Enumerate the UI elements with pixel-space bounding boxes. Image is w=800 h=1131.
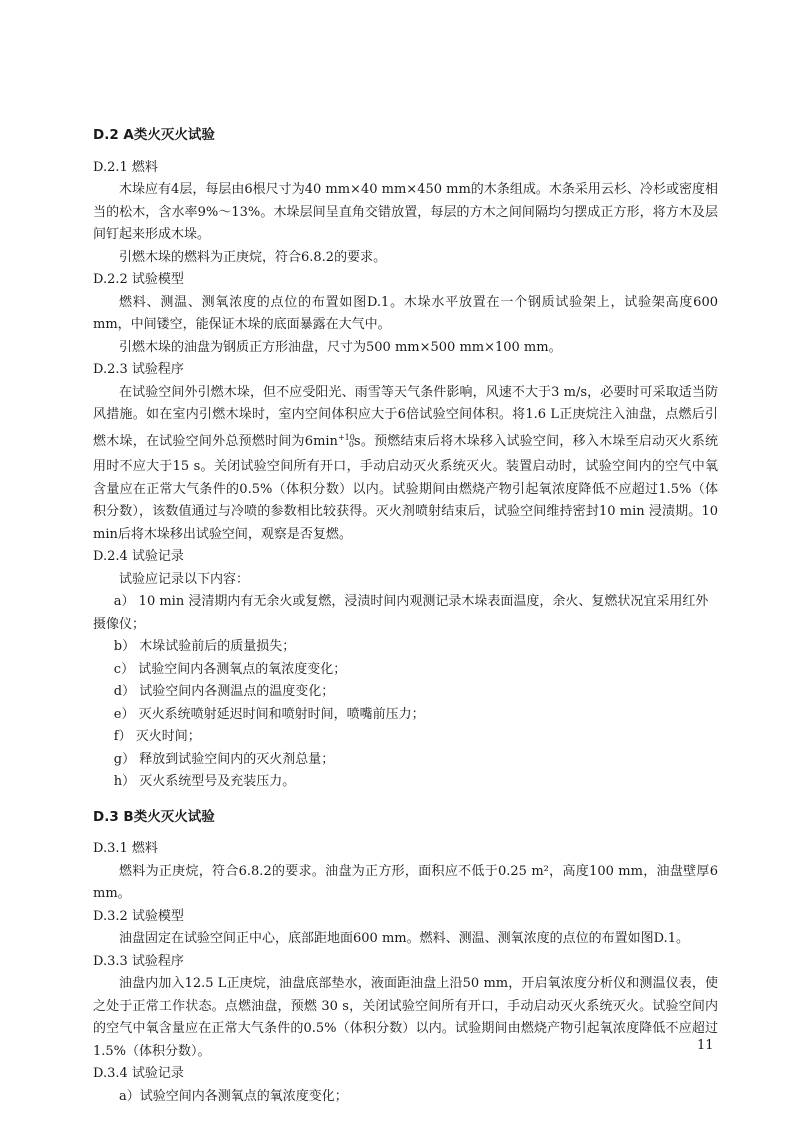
paragraph: 引燃木垛的油盘为钢质正方形油盘，尺寸为500 mm×500 mm×100 mm。 xyxy=(119,339,562,355)
list-item: a） 10 min 浸清期内有无余火或复燃，浸渍时间内观测记录木垛表面温度，余火、复燃状况宜采用红外摄像仪； xyxy=(93,594,709,632)
subsection-heading: D.3.2 试验模型 xyxy=(93,908,184,924)
paragraph: 油盘内加入12.5 L正庚烷，油盘底部垫水，液面距油盘上沿50 mm，开启氧浓度分析仪和测温仪表，使之处于正常工作状态。点燃油盘，预燃 30 s，关闭试验空间所有开口，手动启动灭火系统灭火。试验空间内的空气中氧含量应在正常大气条件的0.5%（体积分数）以内。试验期间由燃烧产物引起氧浓度降低不应超过1.5%（体积分数）。 xyxy=(93,976,718,1059)
paragraph: 燃料、测温、测氧浓度的点位的布置如图D.1。木垛水平放置在一个钢质试验架上，试验架高度600 mm，中间镂空，能保证木垛的底面暴露在大气中。 xyxy=(93,294,718,332)
paragraph: 油盘固定在试验空间正中心，底部距地面600 mm。燃料、测温、测氧浓度的点位的布置如图D.1。 xyxy=(119,931,689,946)
subscript-tolerance: 0 xyxy=(348,439,354,449)
list-item: a）试验空间内各测氧点的氧浓度变化； xyxy=(119,1088,348,1104)
subsection-heading: D.2.4 试验记录 xyxy=(93,549,184,564)
subsection-heading: D.2.3 试验程序 xyxy=(93,362,184,377)
list-item: b） 木垛试验前后的质量损失； xyxy=(113,639,296,654)
paragraph xyxy=(93,382,718,547)
subsection-heading: D.3.1 燃料 xyxy=(93,841,158,856)
paragraph-text: 在试验空间外引燃木垛，但不应受阳光、雨雪等天气条件影响，风速不大于3 m/s，必要时可采取适当防风措施。如在室内引燃木垛时，室内空间体积应大于6倍试验空间体积。将1.6 L正庚烷注入油盘，点燃后引燃木垛，在试验空间外总预燃时间为6min xyxy=(93,384,718,449)
list-item: g） 释放到试验空间内的灭火剂总量； xyxy=(113,751,335,767)
subsection-heading: D.2.1 燃料 xyxy=(93,159,158,175)
paragraph: 引燃木垛的燃料为正庚烷，符合6.8.2的要求。 xyxy=(119,249,387,265)
subsection-heading: D.3.3 试验程序 xyxy=(93,953,184,969)
subsection-heading: D.3.4 试验记录 xyxy=(93,1066,184,1081)
paragraph: 试验应记录以下内容： xyxy=(119,571,250,587)
list-item: c） 试验空间内各测氧点的氧浓度变化； xyxy=(113,661,347,677)
section-title-d3: D.3 B类火灭火试验 xyxy=(93,808,215,825)
list-item: d） 试验空间内各测温点的温度变化； xyxy=(113,684,335,699)
list-item: h） 灭火系统型号及充装压力。 xyxy=(113,774,296,789)
list-item: f） 灭火时间； xyxy=(113,729,201,744)
paragraph: 燃料为正庚烷，符合6.8.2的要求。油盘为正方形，面积应不低于0.25 m²，高度100 mm，油盘壁厚6 mm。 xyxy=(93,863,718,901)
page-number: 11 xyxy=(697,1038,714,1053)
paragraph: 木垛应有4层，每层由6根尺寸为40 mm×40 mm×450 mm的木条组成。木条采用云杉、冷杉或密度相当的松木，含水率9%～13%。木垛层间呈直角交错放置，每层的方木之间间隔均匀摆成正方形，将方木及层间钉起来形成木垛。 xyxy=(93,182,718,242)
list-item: e） 灭火系统喷射延迟时间和喷射时间，喷嘴前压力； xyxy=(113,706,425,722)
subsection-heading: D.2.2 试验模型 xyxy=(93,272,184,287)
section-title-d2: D.2 A类火灭火试验 xyxy=(93,127,215,143)
paragraph-text: s。预燃结束后将木垛移入试验空间，移入木垛至启动灭火系统用时不应大于15 s。关闭试验空间所有开口，手动启动灭火系统灭火。装置启动时，试验空间内的空气中氧含量应在正常大气条件的0.5%（体积分数）以内。试验期间由燃烧产物引起氧浓度降低不应超过1.5%（体积分数），该数值通过与冷喷的参数相比较获得。灭火剂喷射结束后，试验空间维持密封10 min 浸渍期。10 min后将木垛移出试验空间，观察是否复燃。 xyxy=(93,433,719,542)
page-content xyxy=(93,120,718,1108)
superscript-tolerance: +10 xyxy=(337,432,355,442)
